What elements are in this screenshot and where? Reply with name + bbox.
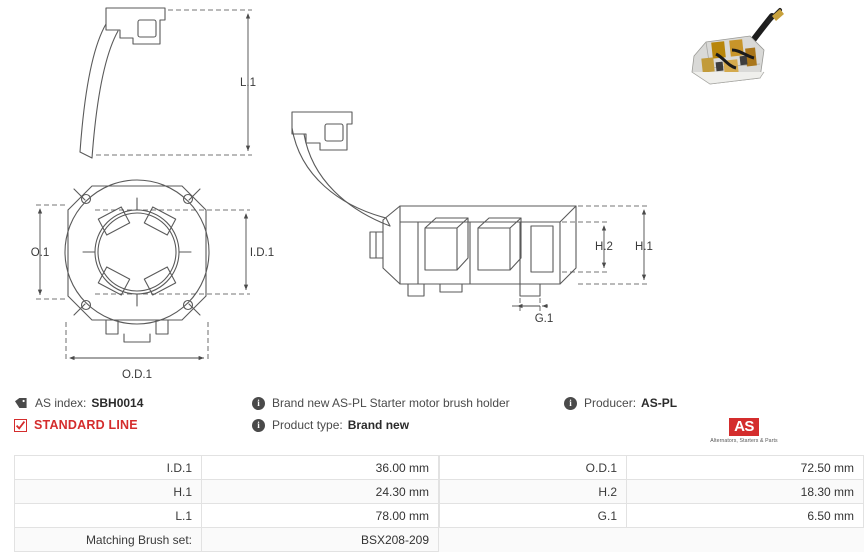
as-index-block: [14, 396, 252, 410]
spec-key: L.1: [15, 504, 202, 528]
spec-key: I.D.1: [15, 456, 202, 480]
dim-label-id1: I.D.1: [249, 247, 275, 259]
spec-key: Matching Brush set:: [15, 528, 202, 552]
spec-value: 78.00 mm: [202, 504, 439, 528]
dim-label-od1: O.D.1: [121, 369, 153, 381]
producer-label: Producer:: [584, 396, 637, 410]
spec-key: H.1: [15, 480, 202, 504]
description-text: Brand new AS-PL Starter motor brush holder: [272, 396, 510, 410]
spec-empty: [440, 528, 627, 552]
dim-label-o1: O.1: [30, 247, 50, 259]
spec-key: G.1: [440, 504, 627, 528]
description-block: [252, 396, 564, 410]
spec-key: O.D.1: [440, 456, 627, 480]
spec-value: 6.50 mm: [627, 504, 864, 528]
info-icon: i: [564, 397, 577, 410]
table-row: [15, 480, 864, 504]
table-row: [15, 456, 864, 480]
info-row-1: [14, 396, 786, 418]
table-row: [15, 504, 864, 528]
spec-value: 36.00 mm: [202, 456, 439, 480]
product-type-value: Brand new: [347, 418, 410, 432]
product-info: [14, 396, 786, 448]
standard-line-label: STANDARD LINE: [34, 418, 138, 432]
spec-value: 72.50 mm: [627, 456, 864, 480]
spec-empty: [627, 528, 864, 552]
as-index-label: AS index:: [35, 396, 87, 410]
dim-label-g1: G.1: [534, 313, 554, 325]
spec-value: BSX208-209: [202, 528, 439, 552]
dim-label-h1: H.1: [635, 241, 653, 253]
specifications-table: [14, 455, 864, 552]
product-photo: [676, 6, 786, 91]
tag-icon: [14, 397, 28, 409]
as-pl-logo: [702, 418, 786, 444]
producer-block: [564, 396, 786, 410]
as-index-value: SBH0014: [91, 396, 144, 410]
dim-label-l1: L.1: [240, 77, 256, 89]
as-logo-subtitle: Alternators, Starters & Parts: [710, 438, 778, 444]
dim-label-h2: H.2: [595, 241, 613, 253]
as-logo-mark: AS: [729, 418, 759, 436]
info-row-2: [14, 418, 786, 440]
spec-value: 24.30 mm: [202, 480, 439, 504]
info-icon: i: [252, 419, 265, 432]
producer-value: AS-PL: [641, 396, 678, 410]
product-type-label: Product type:: [272, 418, 343, 432]
spec-value: 18.30 mm: [627, 480, 864, 504]
product-type-block: [252, 418, 564, 432]
spec-key: H.2: [440, 480, 627, 504]
standard-line-block: [14, 418, 252, 432]
check-icon: [14, 419, 27, 432]
table-row: [15, 528, 864, 552]
info-icon: i: [252, 397, 265, 410]
